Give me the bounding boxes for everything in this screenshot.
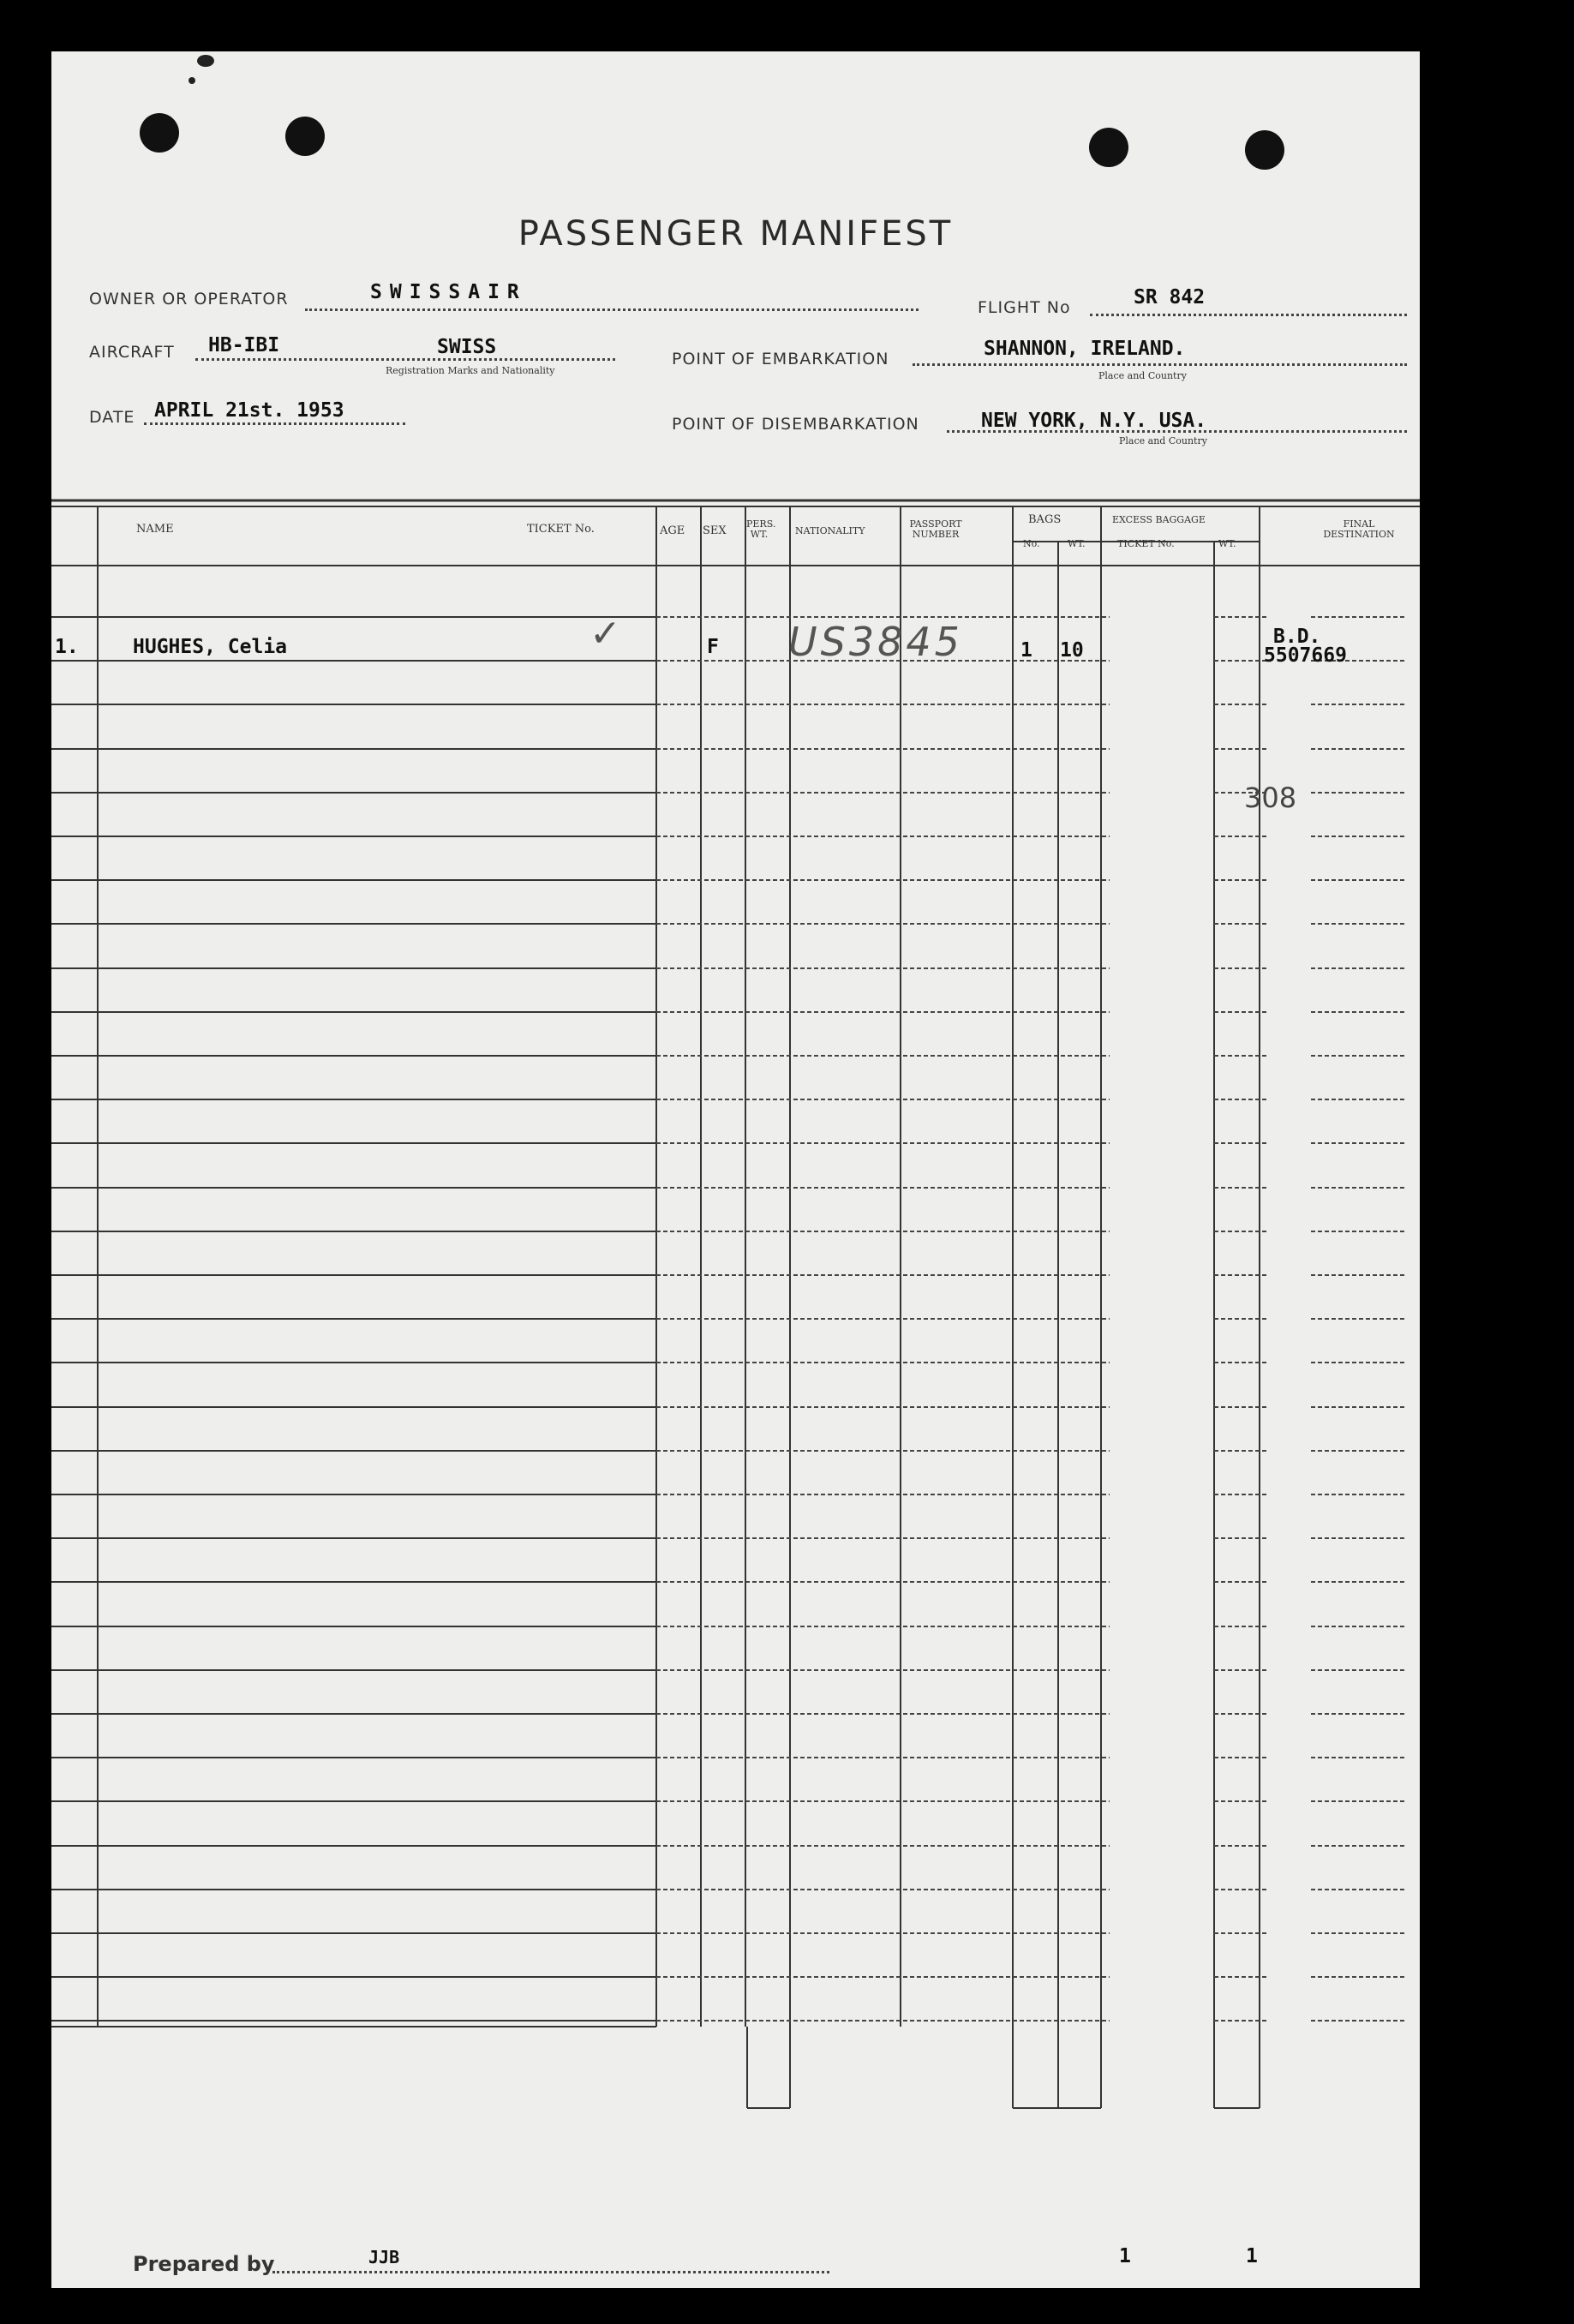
flight-label: FLIGHT No <box>978 298 1071 317</box>
date-label: DATE <box>89 408 135 427</box>
row-number: 1. <box>55 636 79 658</box>
flight-value: SR 842 <box>1134 286 1206 308</box>
col-header-pers-wt: PERS. WT. <box>746 518 776 540</box>
manifest-sheet <box>51 51 1420 2288</box>
disembarkation-value: NEW YORK, N.Y. USA. <box>981 410 1207 432</box>
col-header-excess: EXCESS BAGGAGE <box>1112 514 1206 525</box>
col-header-excess-wt: WT. <box>1218 538 1236 549</box>
embarkation-note: Place and Country <box>1098 370 1187 381</box>
prepared-by-label: Prepared by <box>133 2252 275 2276</box>
aircraft-registration: HB-IBI <box>208 334 280 356</box>
col-header-bags-wt: WT. <box>1068 538 1086 549</box>
bags-count: 1 <box>1020 639 1032 662</box>
col-header-name: NAME <box>136 523 174 536</box>
col-header-nationality: NATIONALITY <box>795 525 865 536</box>
prepared-by-line <box>272 2271 829 2273</box>
date-value: APRIL 21st. 1953 <box>154 399 344 422</box>
page-title: PASSENGER MANIFEST <box>518 214 954 254</box>
col-header-destination: FINAL DESTINATION <box>1323 518 1395 540</box>
embarkation-value: SHANNON, IRELAND. <box>984 338 1186 360</box>
aircraft-label: AIRCRAFT <box>89 343 175 362</box>
passenger-name: HUGHES, Celia <box>133 636 288 658</box>
manifest-table-grid <box>51 51 1420 2288</box>
passport-number: US3845 <box>788 619 963 665</box>
owner-label: OWNER OR OPERATOR <box>89 290 289 308</box>
page-total: 1 <box>1246 2245 1258 2267</box>
destination-line1: B.D. <box>1273 626 1321 648</box>
embarkation-label: POINT OF EMBARKATION <box>672 350 889 368</box>
col-header-bags-no: No. <box>1023 538 1040 549</box>
col-header-passport: PASSPORT NUMBER <box>909 518 962 540</box>
stamp-number: 308 <box>1244 782 1297 814</box>
col-header-ticket: TICKET No. <box>527 523 595 536</box>
col-header-excess-ticket: TICKET No. <box>1117 538 1175 549</box>
ticket-checkmark: ✓ <box>590 612 625 656</box>
prepared-by-value: JJB <box>368 2247 400 2267</box>
disembarkation-label: POINT OF DISEMBARKATION <box>672 415 919 434</box>
col-header-age: AGE <box>660 524 685 537</box>
page-number: 1 <box>1119 2245 1131 2267</box>
destination-line2: 5507669 <box>1264 644 1347 667</box>
aircraft-note: Registration Marks and Nationality <box>386 365 555 376</box>
aircraft-nationality: SWISS <box>437 336 497 358</box>
passenger-sex: F <box>707 636 719 658</box>
owner-value: SWISSAIR <box>370 281 527 303</box>
col-header-sex: SEX <box>703 524 727 537</box>
col-header-bags: BAGS <box>1028 513 1062 526</box>
bags-weight: 10 <box>1060 639 1084 662</box>
disembarkation-note: Place and Country <box>1119 435 1207 446</box>
